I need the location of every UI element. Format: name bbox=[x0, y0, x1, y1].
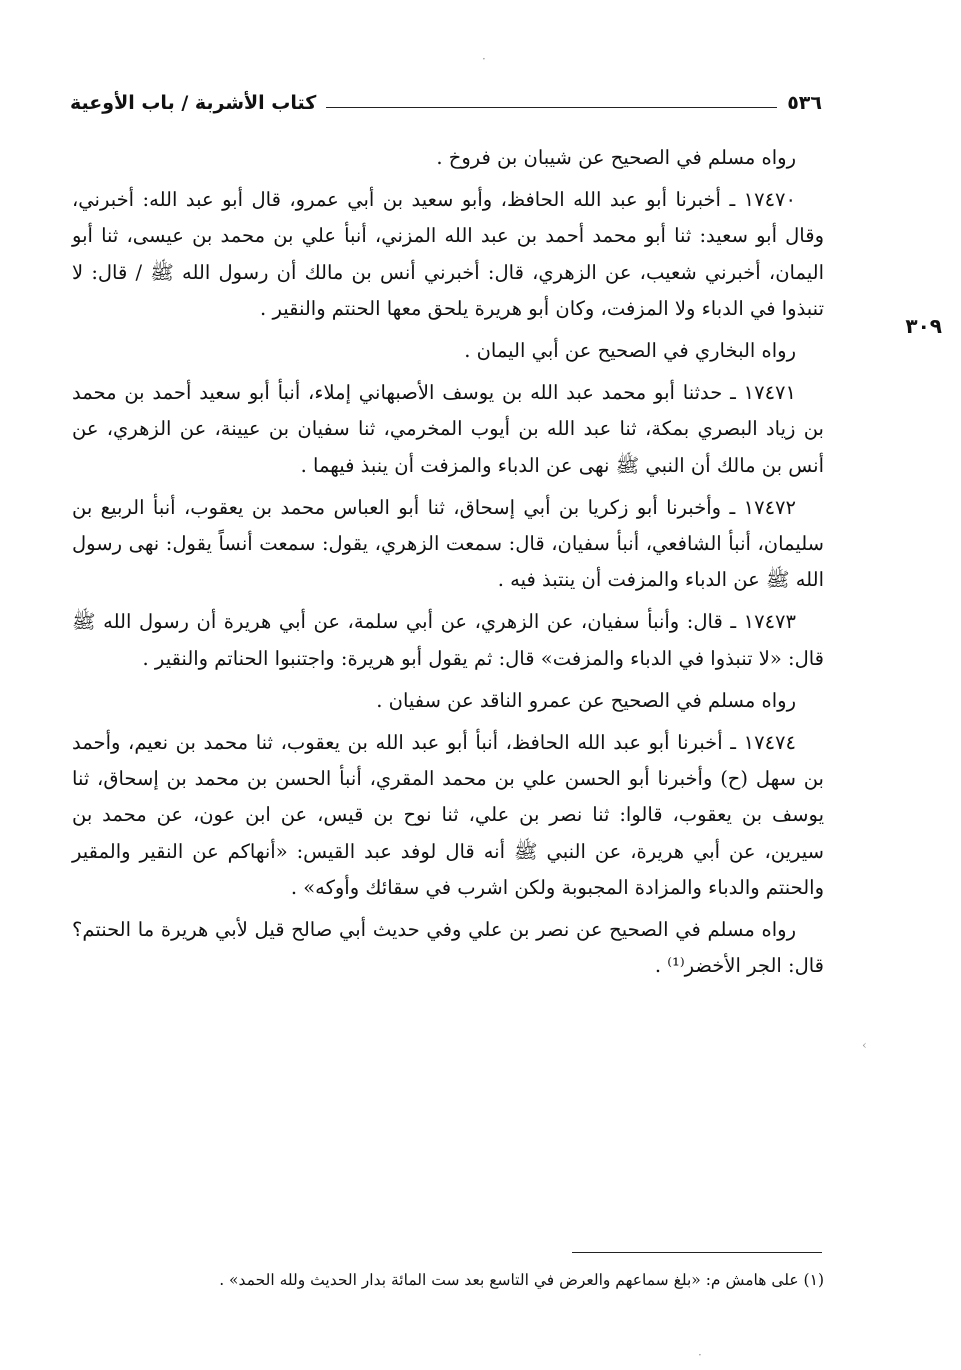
chapter-title: كتاب الأشربة / باب الأوعية bbox=[70, 92, 317, 114]
scan-speck: · bbox=[698, 1348, 702, 1362]
scan-speck: · bbox=[482, 52, 486, 66]
page-number: ٥٣٦ bbox=[787, 92, 822, 114]
footnote-separator bbox=[572, 1252, 822, 1253]
paragraph-riwaya-1: رواه مسلم في الصحيح عن شيبان بن فروخ . bbox=[436, 146, 796, 169]
hadith-17472: ١٧٤٧٢ ـ وأخبرنا أبو زكريا بن أبي إسحاق، ثنا أبو العباس محمد بن يعقوب، أنبأ الربيع بن سليمان، أنبأ الشافعي، أنبأ سفيان، قال: سمعت الزهري، يقول: سمعت أنساً يقول: نهى رسول الله ﷺ عن الدباء والمزفت أن ينتبذ فيه . bbox=[72, 495, 824, 592]
hadith-17473: ١٧٤٧٣ ـ قال: وأنبأ سفيان، عن الزهري، عن أبي سلمة، عن أبي هريرة أن رسول الله ﷺ قال: «لا تنبذوا في الدباء والمزفت» قال: ثم يقول أبو هريرة: واجتنبوا الحناتم والنقير . bbox=[72, 610, 824, 670]
hadith-17471: ١٧٤٧١ ـ حدثنا أبو محمد عبد الله بن يوسف الأصبهاني إملاء، أنبأ أبو سعيد أحمد بن محمد بن زياد البصري بمكة، ثنا عبد الله بن أيوب المخرمي، ثنا سفيان بن عيينة، عن الزهري، عن أنس بن مالك أن النبي ﷺ نهى عن الدباء والمزفت أن ينبذ فيهما . bbox=[72, 381, 824, 477]
hadith-17474: ١٧٤٧٤ ـ أخبرنا أبو عبد الله الحافظ، أنبأ أبو عبد الله بن يعقوب، ثنا محمد بن نعيم، وأحمد بن سهل (ح) وأخبرنا أبو الحسن علي بن محمد المقري، أنبأ الحسن بن محمد بن إسحاق، ثنا يوسف بن يعقوب، قالوا: ثنا نصر بن علي، ثنا نوح بن قيس، عن ابن عون، عن محمد بن سيرين، عن أبي هريرة، عن النبي ﷺ أنه قال لوفد عبد القيس: «أنهاكم عن النقير والمقير والحنتم والدباء والمزادة المجبوبة ولكن اشرب في سقائك وأوكه» . bbox=[72, 731, 824, 899]
header-rule bbox=[326, 107, 777, 108]
footnote: (١) على هامش م: «بلغ سماعهم والعرض في التاسع بعد ست المائة بدار الحديث ولله الحمد» . bbox=[219, 1271, 824, 1289]
running-header bbox=[70, 86, 822, 120]
margin-page-marker: ٣٠٩ bbox=[905, 314, 942, 338]
paragraph-riwaya-4: رواه مسلم في الصحيح عن نصر بن علي وفي حديث أبي صالح قيل لأبي هريرة ما الحنتم؟ قال: الجر الأخضر⁽¹⁾ . bbox=[72, 918, 824, 978]
hadith-17470: ١٧٤٧٠ ـ أخبرنا أبو عبد الله الحافظ، وأبو سعيد بن أبي عمرو، قال أبو عبد الله: أخبرني، وقال أبو سعيد: ثنا أبو محمد أحمد بن عبد الله المزني، أنبأ علي بن محمد بن عيسى، ثنا أبو اليمان، أخبرني شعيب، عن الزهري، قال: أخبرني أنس بن مالك أن رسول الله ﷺ / قال: لا تنبذوا في الدباء ولا المزفت، وكان أبو هريرة يلحق معها الحنتم والنقير . bbox=[72, 188, 824, 320]
main-text bbox=[72, 140, 824, 984]
paragraph-riwaya-3: رواه مسلم في الصحيح عن عمرو الناقد عن سفيان . bbox=[376, 688, 796, 712]
scan-speck: ‹ bbox=[862, 1038, 867, 1052]
paragraph-riwaya-2: رواه البخاري في الصحيح عن أبي اليمان . bbox=[464, 339, 796, 363]
